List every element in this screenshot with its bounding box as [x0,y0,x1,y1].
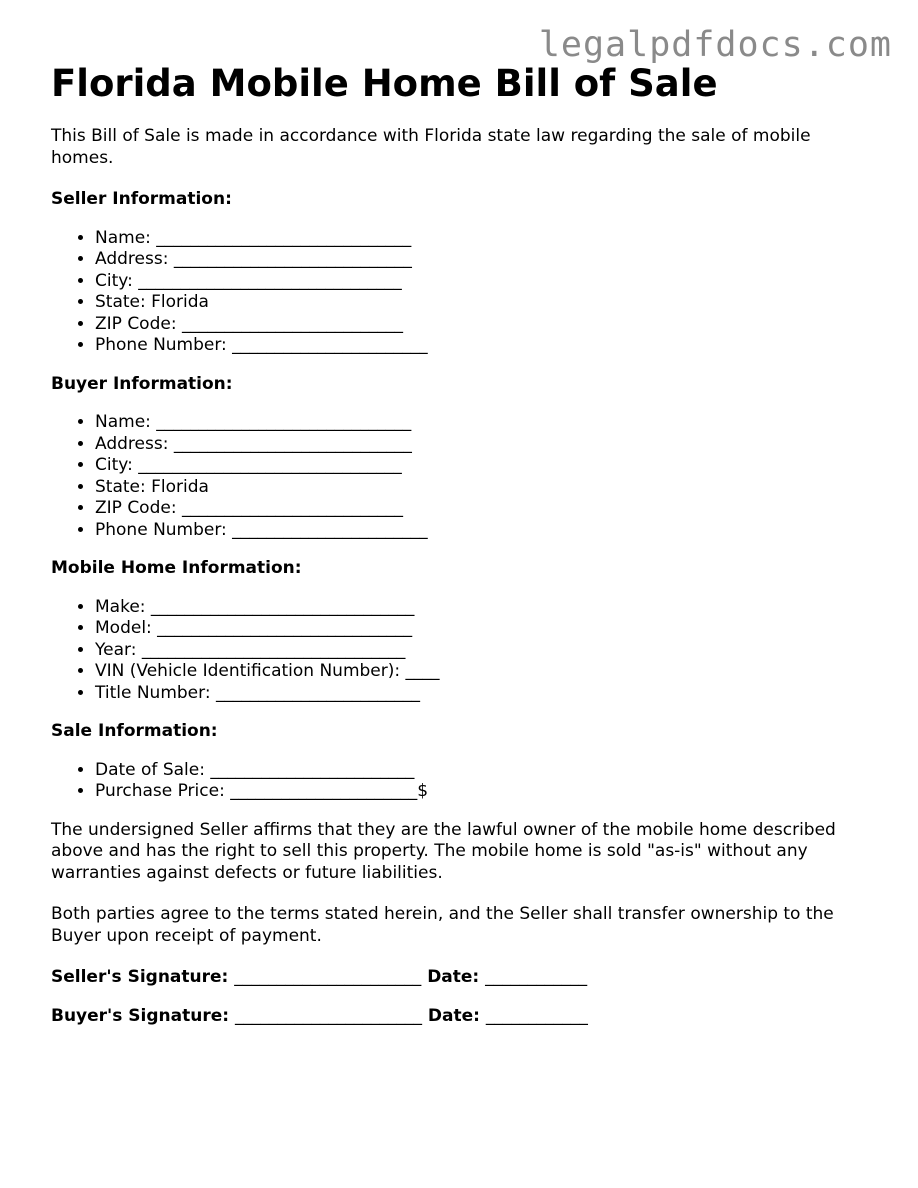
purchase-price-field: • Purchase Price: ______________________$ [95,781,871,803]
seller-city-field: • City: _______________________________ [95,271,871,293]
buyer-info-list [51,412,871,541]
buyer-date-blank: ____________ [485,1005,588,1026]
buyer-signature-line [51,1006,871,1028]
seller-address-field: • Address: ____________________________ [95,249,871,271]
buyer-phone-field: • Phone Number: _______________________ [95,520,871,542]
seller-signature-line [51,967,871,989]
seller-phone-field: • Phone Number: _______________________ [95,335,871,357]
vin-field: • VIN (Vehicle Identification Number): ____ [95,661,871,683]
document-page [51,62,871,1044]
sale-section-heading: Sale Information: [51,721,218,742]
buyer-address-field: • Address: ____________________________ [95,434,871,456]
seller-state-field: • State: Florida [95,292,871,314]
agreement-paragraph: Both parties agree to the terms stated herein, and the Seller shall transfer ownership to the Buyer upon receipt of payment. [51,904,834,946]
buyer-name-field: • Name: ______________________________ [95,412,871,434]
title-number-field: • Title Number: ________________________ [95,683,871,705]
seller-date-label: Date: [427,967,480,988]
buyer-state-field: • State: Florida [95,477,871,499]
year-field: • Year: _______________________________ [95,640,871,662]
buyer-signature-label: Buyer's Signature: [51,1005,230,1026]
intro-paragraph: This Bill of Sale is made in accordance with Florida state law regarding the sale of mobile homes. [51,126,811,168]
seller-section-heading: Seller Information: [51,189,232,210]
buyer-signature-blank: ______________________ [234,1005,422,1026]
seller-name-field: • Name: ______________________________ [95,228,871,250]
document-title: Florida Mobile Home Bill of Sale [51,62,718,105]
seller-info-list [51,228,871,357]
sale-info-list [51,760,871,803]
seller-signature-label: Seller's Signature: [51,967,229,988]
seller-zip-field: • ZIP Code: __________________________ [95,314,871,336]
affirmation-paragraph: The undersigned Seller affirms that they are the lawful owner of the mobile home described above and has the right to sell this property. The mobile home is sold "as-is" without any warranties against defects or future liabilities. [51,819,836,883]
mobile-home-section-heading: Mobile Home Information: [51,558,302,579]
mobile-home-info-list [51,597,871,705]
seller-date-blank: ____________ [485,967,588,988]
buyer-section-heading: Buyer Information: [51,373,233,394]
make-field: • Make: _______________________________ [95,597,871,619]
watermark: legalpdfdocs.com [538,25,892,65]
date-of-sale-field: • Date of Sale: ________________________ [95,760,871,782]
buyer-city-field: • City: _______________________________ [95,455,871,477]
buyer-date-label: Date: [427,1005,480,1026]
model-field: • Model: ______________________________ [95,618,871,640]
buyer-zip-field: • ZIP Code: __________________________ [95,498,871,520]
seller-signature-blank: ______________________ [234,967,422,988]
